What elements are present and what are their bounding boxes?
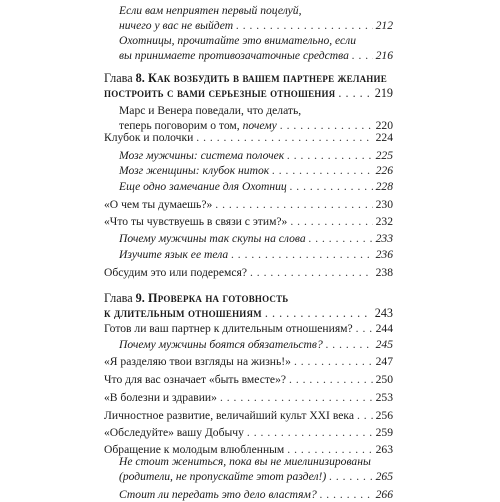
chapter-9-title-line2[interactable] — [104, 306, 393, 320]
chapter-title: Как возбудить в вашем партнере желание — [144, 71, 387, 85]
leader-dots — [326, 338, 373, 352]
toc-entry-line: Марс и Венера поведали, что делать, — [119, 104, 302, 117]
leader-dots — [236, 19, 372, 33]
toc-entry[interactable] — [104, 266, 393, 280]
toc-entry-page: 243 — [374, 306, 393, 320]
toc-entry[interactable] — [104, 215, 393, 229]
toc-entry-label: Почему мужчины боятся обязательств? — [119, 338, 323, 351]
chapter-number: 8. — [135, 71, 145, 85]
leader-dots — [215, 198, 372, 212]
toc-entry[interactable] — [104, 131, 393, 145]
toc-entry-line: Если вам неприятен первый поцелуй, — [119, 4, 302, 17]
toc-entry[interactable] — [119, 149, 393, 163]
toc-entry-line: Охотницы, прочитайте это внимательно, если — [119, 34, 357, 47]
toc-entry-page: 232 — [375, 215, 393, 228]
toc-entry-label: Что для вас означает «быть вместе»? — [104, 373, 287, 386]
toc-entry-page: 224 — [375, 131, 393, 144]
leader-dots — [356, 322, 373, 336]
leader-dots — [357, 409, 373, 423]
leader-dots — [231, 248, 372, 262]
toc-entry-page: 219 — [374, 86, 393, 100]
toc-entry-label: «О чем ты думаешь?» — [104, 198, 213, 211]
toc-entry-label: Обсудим это или подеремся? — [104, 266, 247, 279]
chapter-title: построить с вами серьезные отношения — [104, 86, 336, 100]
toc-entry-page: 253 — [375, 391, 393, 404]
chapter-8-title[interactable] — [104, 71, 387, 85]
toc-entry[interactable] — [104, 426, 393, 440]
toc-entry-page: 228 — [375, 180, 393, 193]
toc-entry-label: (родители, не пропускайте этот раздел!) — [119, 470, 327, 483]
toc-entry-label: Стоит ли передать это дело властям? — [119, 488, 317, 501]
toc-entry-label: Почему мужчины так скупы на слова — [119, 232, 306, 245]
toc-entry[interactable] — [104, 198, 393, 212]
toc-entry-label: «Обследуйте» вашу Добычу — [104, 426, 244, 439]
toc-entry[interactable] — [119, 248, 393, 262]
toc-entry-label: Личностное развитие, величайший культ XXI века — [104, 409, 354, 422]
toc-entry-page: 256 — [375, 409, 393, 422]
toc-entry[interactable] — [104, 373, 393, 387]
leader-dots — [329, 470, 372, 484]
toc-entry-label: Готов ли ваш партнер к длительным отношениям? — [104, 322, 353, 335]
toc-entry[interactable] — [104, 391, 393, 405]
toc-entry-page: 220 — [375, 119, 393, 132]
chapter-title: к длительным отношениям — [104, 306, 262, 320]
toc-entry-page: 247 — [375, 355, 393, 368]
toc-entry-page: 216 — [375, 49, 393, 62]
leader-dots — [196, 131, 372, 145]
toc-entry-page: 233 — [375, 232, 393, 245]
toc-entry[interactable] — [119, 470, 393, 484]
toc-entry-page: 230 — [375, 198, 393, 211]
toc-entry-page: 212 — [375, 19, 393, 32]
toc-entry-page: 265 — [375, 470, 393, 483]
chapter-number: 9. — [135, 291, 145, 305]
leader-dots — [265, 306, 372, 320]
toc-entry[interactable] — [119, 338, 393, 352]
leader-dots — [247, 426, 373, 440]
toc-entry-page: 244 — [375, 322, 393, 335]
leader-dots — [220, 391, 373, 405]
toc-entry-label: Изучите язык ее тела — [119, 248, 229, 261]
toc-entry-label: вы принимаете противозачаточные средства — [119, 49, 349, 62]
leader-dots — [250, 266, 373, 280]
toc-entry-label: ничего у вас не выйдет — [119, 19, 234, 32]
toc-entry-label: «В болезни и здравии» — [104, 391, 217, 404]
toc-entry[interactable] — [104, 409, 393, 423]
chapter-8-title-line2[interactable] — [104, 86, 393, 100]
toc-entry-label: «Что ты чувствуешь в связи с этим?» — [104, 215, 288, 228]
toc-entry-page: 259 — [375, 426, 393, 439]
toc-entry[interactable] — [119, 180, 393, 194]
toc-entry-page: 236 — [375, 248, 393, 261]
toc-entry[interactable] — [119, 19, 393, 33]
toc-entry[interactable] — [104, 322, 393, 336]
toc-entry-page: 245 — [375, 338, 393, 351]
toc-entry-label: Мозг мужчины: система полочек — [119, 149, 285, 162]
leader-dots — [309, 232, 373, 246]
toc-entry-page: 226 — [375, 164, 393, 177]
leader-dots — [352, 49, 373, 63]
chapter-title: Проверка на готовность — [144, 291, 289, 305]
toc-entry-label: Мозг женщины: клубок ниток — [119, 164, 270, 177]
toc-entry-label: теперь поговорим о том, почему — [119, 119, 277, 132]
toc-entry[interactable] — [119, 164, 393, 178]
leader-dots — [290, 180, 373, 194]
leader-dots — [294, 355, 373, 369]
chapter-prefix: Глава — [104, 291, 136, 305]
toc-entry-page: 266 — [375, 488, 393, 501]
toc-entry[interactable] — [104, 355, 393, 369]
toc-entry-page: 238 — [375, 266, 393, 279]
toc-entry-label: Еще одно замечание для Охотниц — [119, 180, 287, 193]
toc-entry-label: Клубок и полочки — [104, 131, 194, 144]
toc-entry-page: 250 — [375, 373, 393, 386]
leader-dots — [287, 149, 372, 163]
toc-entry-label: «Я разделяю твои взгляды на жизнь!» — [104, 355, 291, 368]
leader-dots — [290, 215, 372, 229]
toc-entry[interactable] — [119, 49, 393, 63]
chapter-9-title[interactable] — [104, 291, 288, 305]
leader-dots — [289, 373, 373, 387]
toc-entry-page: 263 — [375, 443, 393, 456]
toc-entry-label: Обращение к молодым влюбленным — [104, 443, 285, 456]
toc-entry[interactable] — [119, 232, 393, 246]
toc-entry-line: Не стоит жениться, пока вы не миелинизированы — [119, 455, 371, 468]
leader-dots — [338, 86, 371, 100]
leader-dots — [272, 164, 372, 178]
toc-entry-page: 225 — [375, 149, 393, 162]
chapter-prefix: Глава — [104, 71, 136, 85]
